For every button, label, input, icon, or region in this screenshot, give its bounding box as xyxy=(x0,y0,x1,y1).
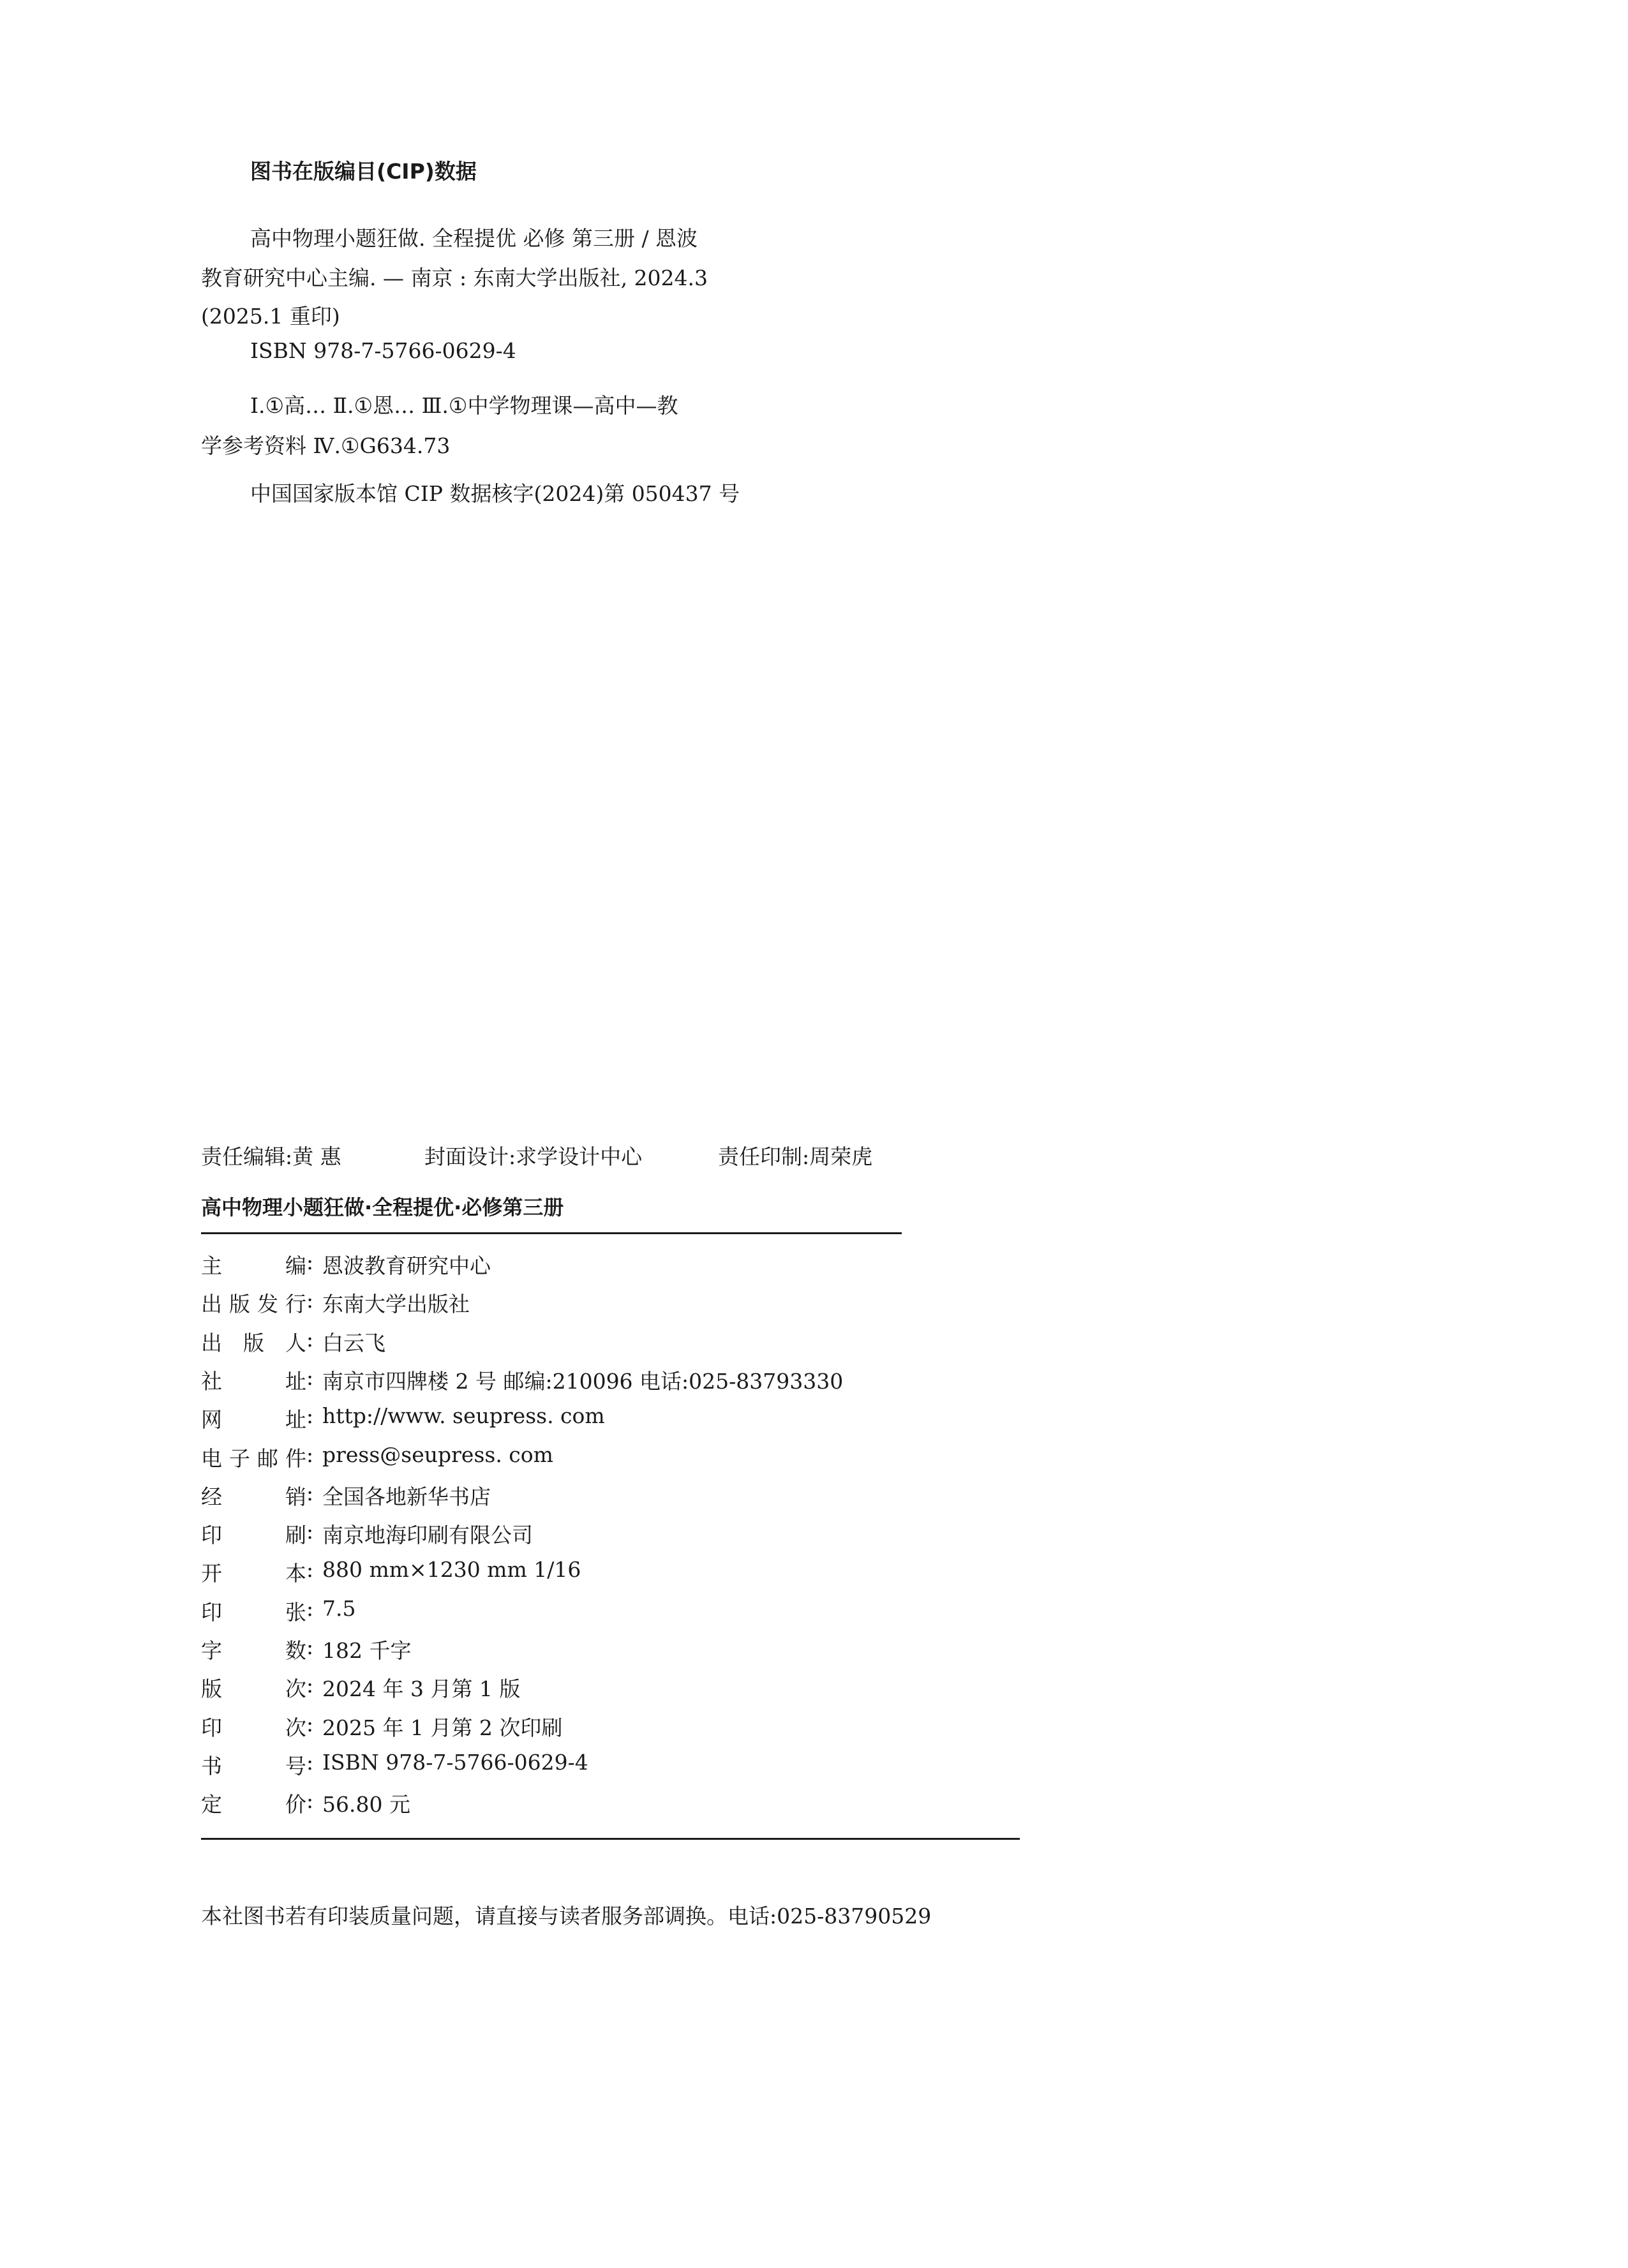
title-divider xyxy=(201,1232,902,1234)
info-label: 印 次 xyxy=(201,1715,306,1740)
info-value: 全国各地新华书店 xyxy=(322,1484,491,1509)
info-label: 主 编 xyxy=(201,1253,306,1278)
info-label: 定 价 xyxy=(201,1792,306,1817)
info-colon: : xyxy=(306,1750,314,1775)
info-label: 版 次 xyxy=(201,1676,306,1701)
info-label: 印 刷 xyxy=(201,1523,306,1548)
cip-editor-line: 教育研究中心主编. — 南京 : 东南大学出版社, 2024.3 xyxy=(201,265,708,290)
cover-designer: 封面设计:求学设计中心 xyxy=(424,1144,643,1169)
info-colon: : xyxy=(306,1481,314,1505)
cip-classification-line: Ⅰ.①高… Ⅱ.①恩… Ⅲ.①中学物理课—高中—教 xyxy=(250,393,678,418)
info-value: 7.5 xyxy=(322,1596,356,1621)
info-label: 开 本 xyxy=(201,1561,306,1586)
info-value: 南京市四牌楼 2 号 邮编:210096 电话:025-83793330 xyxy=(322,1369,844,1394)
info-colon: : xyxy=(306,1288,314,1313)
info-label: 字 数 xyxy=(201,1638,306,1663)
quality-notice: 本社图书若有印装质量问题，请直接与读者服务部调换。电话:025-83790529 xyxy=(201,1904,932,1929)
info-value: 南京地海印刷有限公司 xyxy=(322,1523,533,1548)
info-value: 恩波教育研究中心 xyxy=(322,1253,491,1278)
info-label: 出 版 发 行 xyxy=(201,1292,306,1317)
print-supervisor: 责任印制:周荣虎 xyxy=(718,1144,873,1169)
info-colon: : xyxy=(306,1250,314,1274)
info-value: 白云飞 xyxy=(322,1331,385,1355)
info-colon: : xyxy=(306,1712,314,1736)
responsible-editor: 责任编辑:黄 惠 xyxy=(201,1144,341,1169)
cip-classification-cont-line: 学参考资料 Ⅳ.①G634.73 xyxy=(201,433,451,458)
book-title: 高中物理小题狂做·全程提优·必修第三册 xyxy=(201,1195,564,1220)
info-colon: : xyxy=(306,1557,314,1582)
info-value: 东南大学出版社 xyxy=(322,1292,470,1317)
info-colon: : xyxy=(306,1596,314,1621)
info-value: 880 mm×1230 mm 1/16 xyxy=(322,1557,581,1582)
info-label: 经 销 xyxy=(201,1484,306,1509)
info-colon: : xyxy=(306,1442,314,1467)
info-colon: : xyxy=(306,1327,314,1352)
info-label: 社 址 xyxy=(201,1369,306,1394)
info-colon: : xyxy=(306,1403,314,1428)
bottom-divider xyxy=(201,1838,1020,1840)
info-label: 网 址 xyxy=(201,1407,306,1432)
info-value: 2025 年 1 月第 2 次印刷 xyxy=(322,1715,563,1740)
info-value: 2024 年 3 月第 1 版 xyxy=(322,1676,521,1701)
cip-isbn-line: ISBN 978-7-5766-0629-4 xyxy=(250,338,516,363)
cip-title-line: 高中物理小题狂做. 全程提优 必修 第三册 / 恩波 xyxy=(250,226,698,251)
info-label: 印 张 xyxy=(201,1600,306,1625)
info-colon: : xyxy=(306,1365,314,1390)
cip-record-number-line: 中国国家版本馆 CIP 数据核字(2024)第 050437 号 xyxy=(250,481,740,506)
info-colon: : xyxy=(306,1788,314,1813)
cip-reprint-line: (2025.1 重印) xyxy=(201,304,340,329)
info-value: ISBN 978-7-5766-0629-4 xyxy=(322,1750,588,1775)
info-value: http://www. seupress. com xyxy=(322,1403,605,1428)
info-label: 书 号 xyxy=(201,1754,306,1779)
info-value: 56.80 元 xyxy=(322,1792,410,1817)
info-colon: : xyxy=(306,1519,314,1544)
info-label: 出 版 人 xyxy=(201,1331,306,1355)
info-value: 182 千字 xyxy=(322,1638,412,1663)
info-colon: : xyxy=(306,1673,314,1697)
info-colon: : xyxy=(306,1634,314,1659)
cip-heading: 图书在版编目(CIP)数据 xyxy=(250,159,477,184)
info-label: 电 子 邮 件 xyxy=(201,1446,306,1471)
info-value: press@seupress. com xyxy=(322,1442,553,1467)
